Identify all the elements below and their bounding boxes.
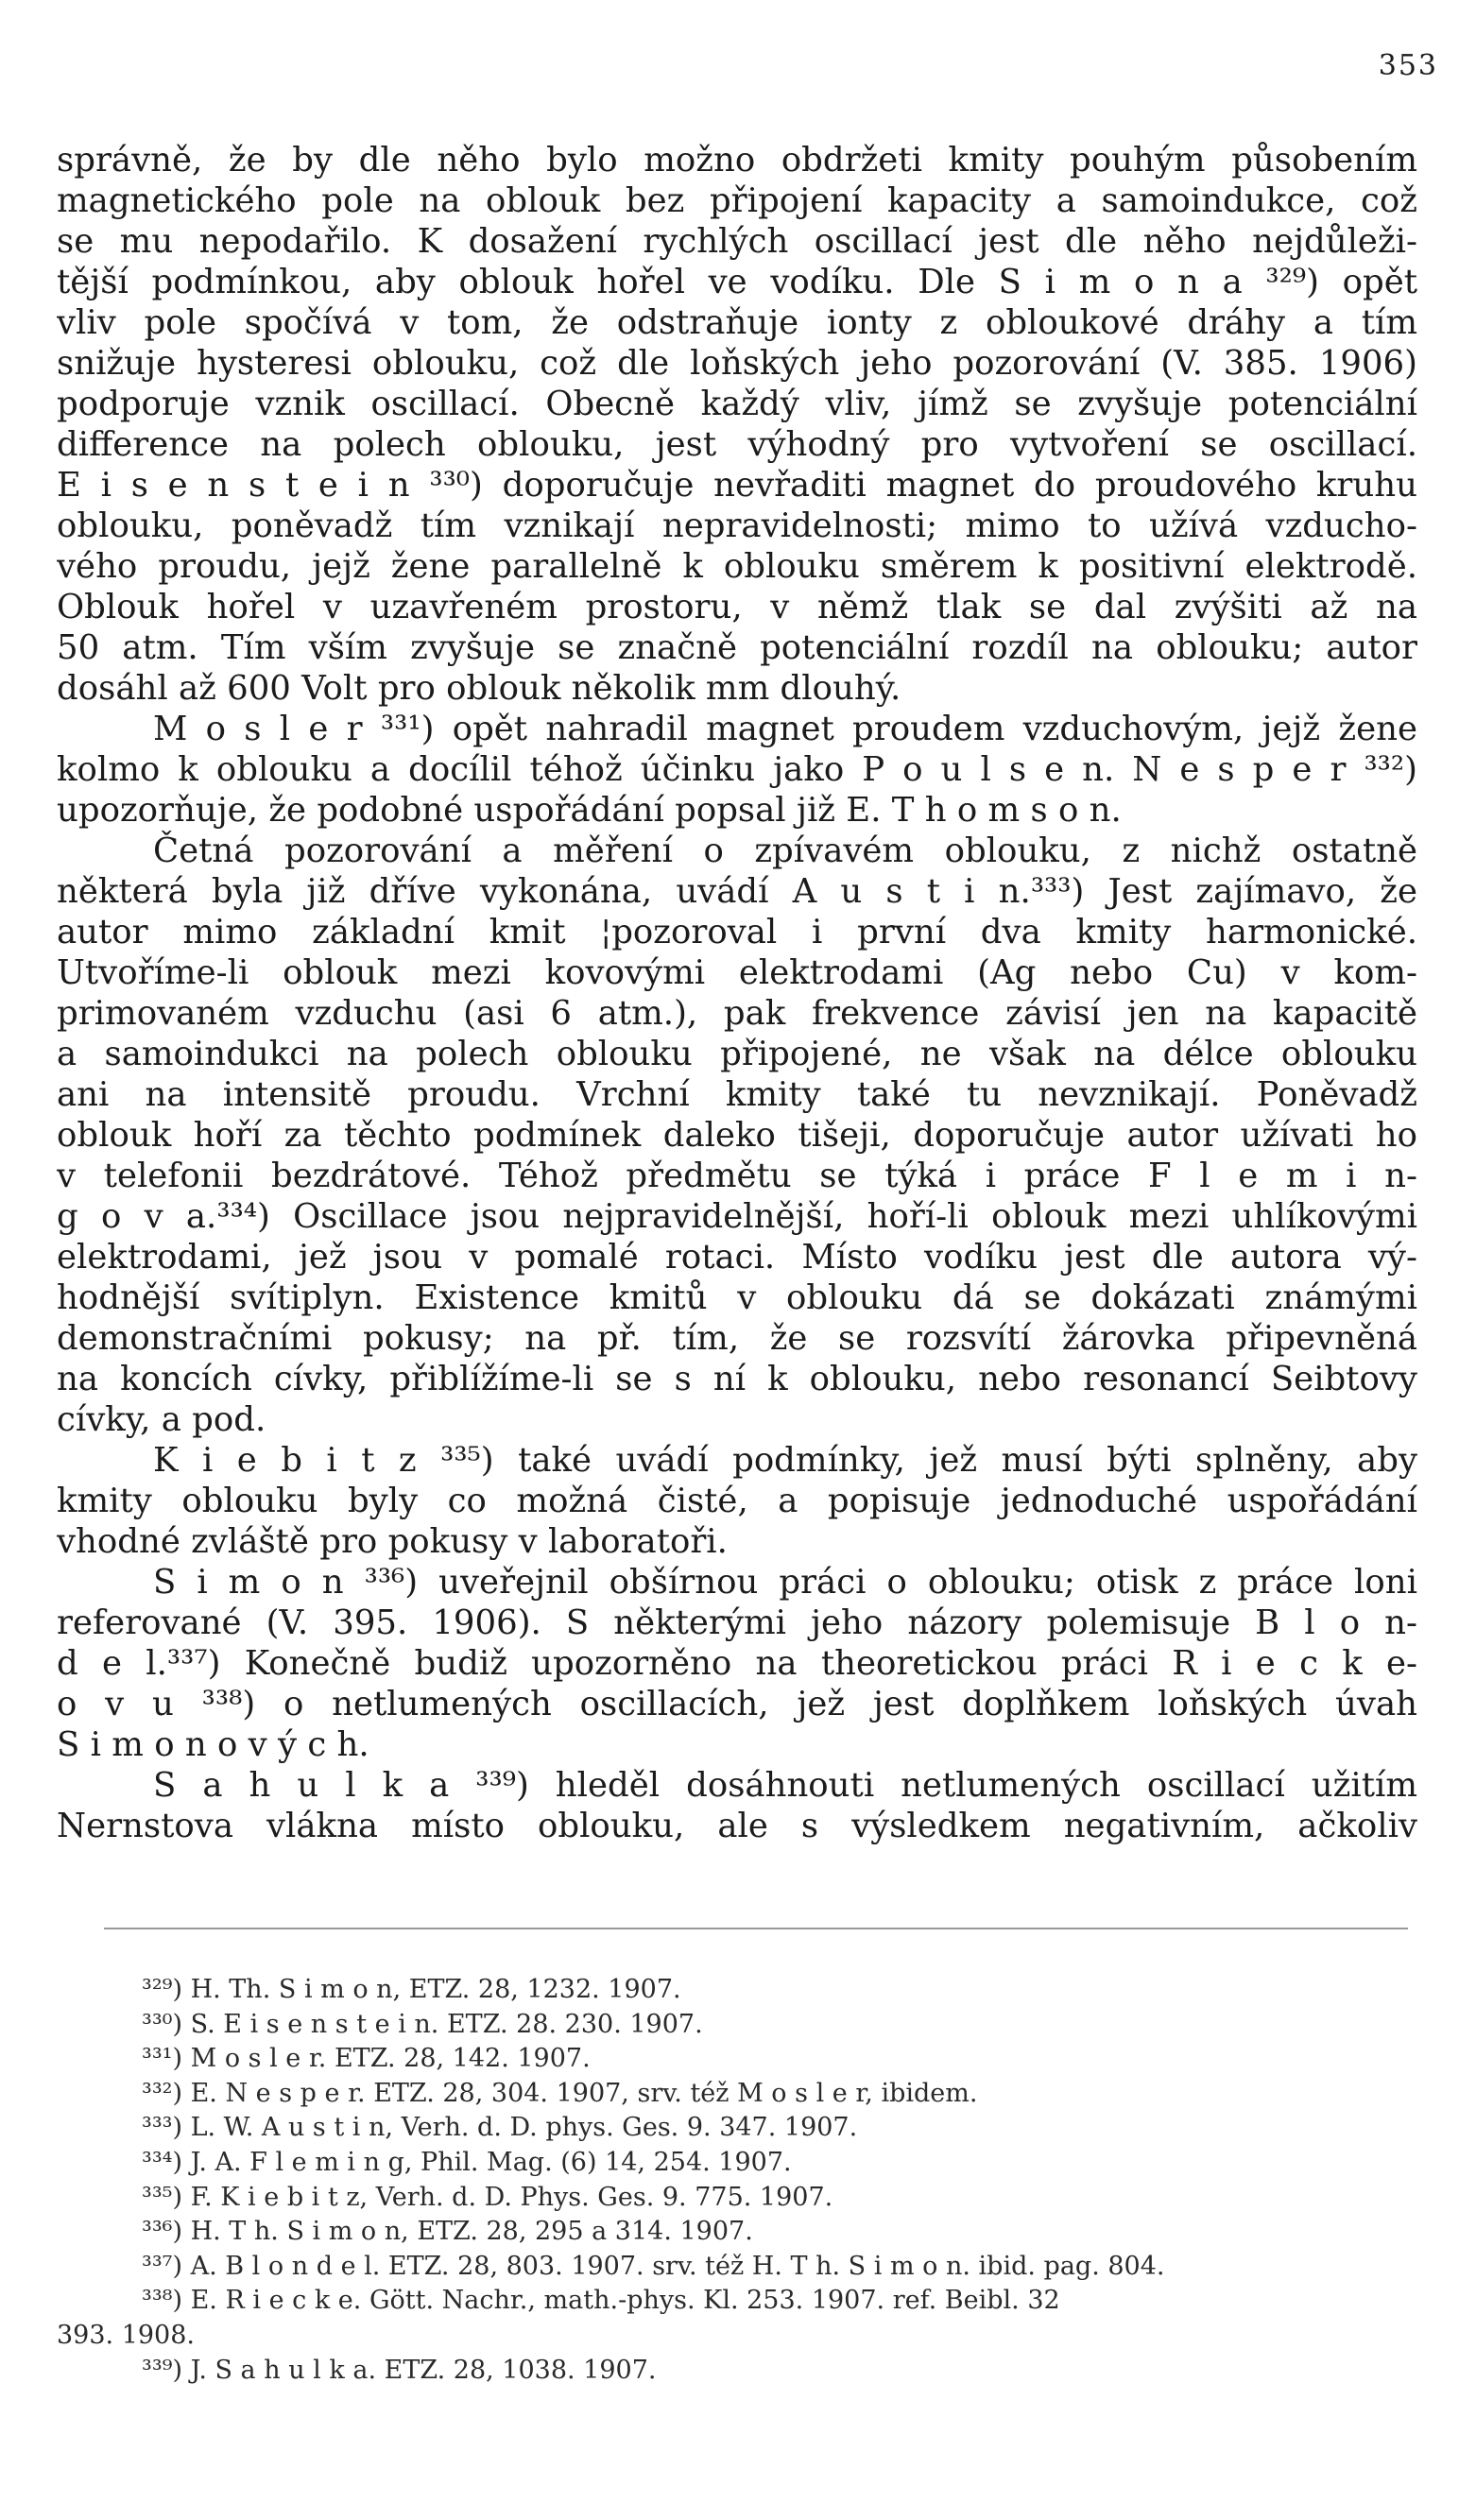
text-line: K i e b i t z ³³⁵) také uvádí podmínky, jež musí býti splněny, aby (153, 1441, 1417, 1480)
text-line: správně, že by dle něho bylo možno obdržeti kmity pouhým působením (57, 141, 1417, 180)
text-line: dosáhl až 600 Volt pro oblouk několik mm dlouhý. (57, 669, 901, 708)
text-line: v telefonii bezdrátové. Téhož předmětu se týká i práce F l e m i n- (57, 1157, 1417, 1195)
text-line: upozorňuje, že podobné uspořádání popsal již E. T h o m s o n. (57, 791, 1122, 830)
text-line: vliv pole spočívá v tom, že odstraňuje ionty z obloukové dráhy a tím (57, 303, 1417, 342)
text-line: snižuje hysteresi oblouku, což dle loňských jeho pozorování (V. 385. 1906) (57, 344, 1417, 383)
text-line: oblouk hoří za těchto podmínek daleko tišeji, doporučuje autor užívati ho (57, 1116, 1417, 1155)
text-line: referované (V. 395. 1906). S některými jeho názory polemisuje B l o n- (57, 1603, 1417, 1642)
footnote: ³³³) L. W. A u s t i n, Verh. d. D. phys. Ges. 9. 347. 1907. (142, 2113, 858, 2143)
text-line: Nernstova vlákna místo oblouku, ale s výsledkem negativním, ačkoliv (57, 1807, 1417, 1845)
text-line: Četná pozorování a měření o zpívavém oblouku, z nichž ostatně (153, 831, 1417, 870)
text-line: S i m o n o v ý c h. (57, 1725, 369, 1764)
text-line: demonstračními pokusy; na př. tím, že se rozsvítí žárovka připevněná (57, 1319, 1417, 1358)
footnote: ³²⁹) H. Th. S i m o n, ETZ. 28, 1232. 1907. (142, 1975, 681, 2004)
footnote: 393. 1908. (57, 2320, 195, 2350)
text-line: primovaném vzduchu (asi 6 atm.), pak frekvence závisí jen na kapacitě (57, 994, 1417, 1033)
text-line: d e l.³³⁷) Konečně budiž upozorněno na theoretickou práci R i e c k e- (57, 1644, 1417, 1683)
text-line: některá byla již dříve vykonána, uvádí A u s t i n.³³³) Jest zajímavo, že (57, 872, 1417, 911)
text-line: S a h u l k a ³³⁹) hleděl dosáhnouti netlumených oscillací užitím (153, 1766, 1417, 1805)
text-line: podporuje vznik oscillací. Obecně každý vliv, jímž se zvyšuje potenciální (57, 385, 1417, 423)
text-line: oblouku, poněvadž tím vznikají nepravidelnosti; mimo to užívá vzducho- (57, 506, 1417, 545)
footnote: ³³⁵) F. K i e b i t z, Verh. d. D. Phys. Ges. 9. 775. 1907. (142, 2182, 833, 2212)
footnotes (57, 1973, 1417, 2388)
footnote: ³³⁷) A. B l o n d e l. ETZ. 28, 803. 1907. srv. též H. T h. S i m o n. ibid. pag. 804. (142, 2251, 1165, 2281)
text-line: autor mimo základní kmit ¦pozoroval i první dva kmity harmonické. (57, 913, 1417, 951)
text-line: 50 atm. Tím vším zvyšuje se značně potenciální rozdíl na oblouku; autor (57, 628, 1417, 667)
page-number: 353 (1378, 49, 1438, 82)
text-line: M o s l e r ³³¹) opět nahradil magnet proudem vzduchovým, jejž žene (153, 710, 1417, 748)
text-line: Utvoříme-li oblouk mezi kovovými elektrodami (Ag nebo Cu) v kom- (57, 953, 1417, 992)
text-line: elektrodami, jež jsou v pomalé rotaci. Místo vodíku jest dle autora vý- (57, 1238, 1417, 1277)
text-line: Oblouk hořel v uzavřeném prostoru, v němž tlak se dal zvýšiti až na (57, 588, 1417, 626)
text-line: vhodné zvláště pro pokusy v laboratoři. (57, 1522, 728, 1561)
text-line: ani na intensitě proudu. Vrchní kmity také tu nevznikají. Poněvadž (57, 1075, 1417, 1114)
footnote: ³³²) E. N e s p e r. ETZ. 28, 304. 1907, srv. též M o s l e r, ibidem. (142, 2078, 978, 2108)
text-line: E i s e n s t e i n ³³⁰) doporučuje nevřaditi magnet do proudového kruhu (57, 466, 1417, 505)
text-line: o v u ³³⁸) o netlumených oscillacích, jež jest doplňkem loňských úvah (57, 1685, 1417, 1723)
footnote-divider (104, 1928, 1408, 1929)
text-line: vého proudu, jejž žene parallelně k oblouku směrem k positivní elektrodě. (57, 547, 1417, 586)
text-line: a samoindukci na polech oblouku připojené, ne však na délce oblouku (57, 1035, 1417, 1073)
text-line: hodnější svítiplyn. Existence kmitů v oblouku dá se dokázati známými (57, 1278, 1417, 1317)
text-line: magnetického pole na oblouk bez připojení kapacity a samoindukce, což (57, 181, 1417, 220)
text-line: kmity oblouku byly co možná čisté, a popisuje jednoduché uspořádání (57, 1482, 1417, 1520)
text-line: se mu nepodařilo. K dosažení rychlých oscillací jest dle něho nejdůleži- (57, 222, 1417, 261)
text-line: g o v a.³³⁴) Oscillace jsou nejpravidelnější, hoří-li oblouk mezi uhlíkovými (57, 1197, 1417, 1236)
body-text (57, 140, 1417, 1846)
text-line: tější podmínkou, aby oblouk hořel ve vodíku. Dle S i m o n a ³²⁹) opět (57, 263, 1417, 301)
text-line: difference na polech oblouku, jest výhodný pro vytvoření se oscillací. (57, 425, 1417, 464)
text-line: kolmo k oblouku a docílil téhož účinku jako P o u l s e n. N e s p e r ³³²) (57, 750, 1417, 789)
text-line: cívky, a pod. (57, 1400, 266, 1439)
footnote: ³³¹) M o s l e r. ETZ. 28, 142. 1907. (142, 2044, 591, 2074)
text-line: S i m o n ³³⁶) uveřejnil obšírnou práci o oblouku; otisk z práce loni (153, 1563, 1417, 1602)
footnote: ³³⁰) S. E i s e n s t e i n. ETZ. 28. 230. 1907. (142, 2009, 703, 2039)
footnote: ³³⁹) J. S a h u l k a. ETZ. 28, 1038. 1907. (142, 2355, 657, 2385)
text-line: na koncích cívky, přiblížíme-li se s ní k oblouku, nebo resonancí Seibtovy (57, 1360, 1417, 1398)
footnote: ³³⁴) J. A. F l e m i n g, Phil. Mag. (6) 14, 254. 1907. (142, 2147, 792, 2177)
footnote: ³³⁶) H. T h. S i m o n, ETZ. 28, 295 a 314. 1907. (142, 2217, 753, 2247)
footnote: ³³⁸) E. R i e c k e. Gött. Nachr., math.-phys. Kl. 253. 1907. ref. Beibl. 32 (142, 2286, 1060, 2316)
